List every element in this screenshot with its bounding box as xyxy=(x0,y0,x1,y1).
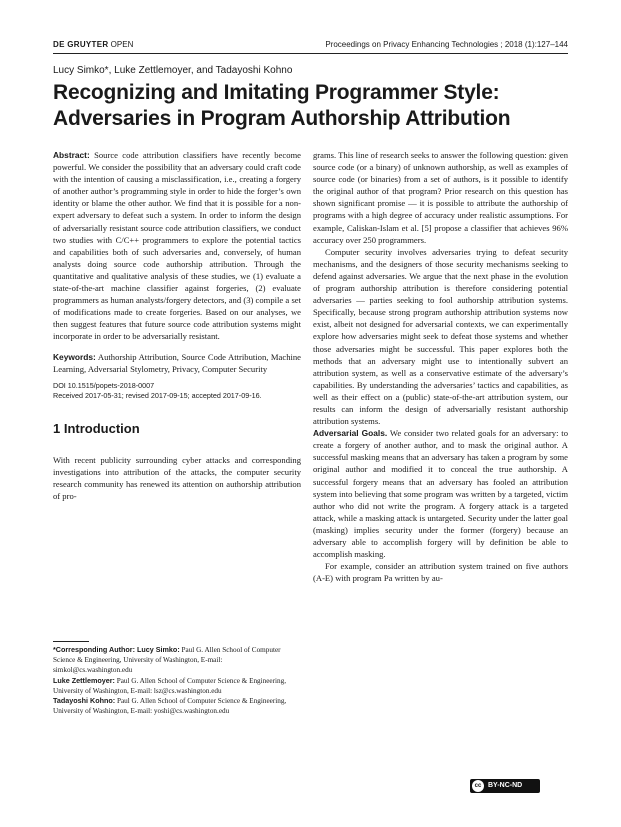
cc-license-badge[interactable] xyxy=(470,779,540,793)
footnote-author-2: Luke Zettlemoyer: Paul G. Allen School of Computer Science & Engineering, University of Washington, E-mail: lsz@cs.washington.edu xyxy=(53,675,286,695)
right-paragraph-4: For example, consider an attribution system trained on five authors (A-E) with program Pa written by au- xyxy=(313,561,568,584)
section-heading-introduction: 1 Introduction xyxy=(53,420,140,436)
creative-commons-icon: cc xyxy=(472,780,484,792)
abstract-label: Abstract: xyxy=(53,150,90,160)
footnote-corresponding-author: *Corresponding Author: Lucy Simko: Paul G. Allen School of Computer Science & Engineering, University of Washington, E-mail: simkol@cs.washington.edu xyxy=(53,645,281,675)
keywords-text: Authorship Attribution, Source Code Attribution, Machine Learning, Adversarial Stylometry, Privacy, Computer Security xyxy=(53,351,301,374)
adversarial-goals-label: Adversarial Goals. xyxy=(313,428,388,439)
license-label: BY-NC-ND xyxy=(488,782,523,789)
publisher-name: DE GRUYTER OPEN xyxy=(53,40,134,49)
footnote-rule xyxy=(53,641,89,642)
paper-title xyxy=(53,80,568,132)
author-list: Lucy Simko*, Luke Zettlemoyer, and Tadayoshi Kohno xyxy=(53,65,293,76)
right-paragraph-1: grams. This line of research seeks to answer the following question: given source code (or a binary) of unknown authorship, as well as examples of source code (or binaries) from a set of authors, is it possible to identify the original author of that program? Prior research on this question has shown significant promise — it is possible to attribute the authorship of programs with a high degree of accuracy under realistic assumptions. For example, Caliskan-Islam et al. [5] propose a classifier that achieves 96% accuracy over 250 programmers. xyxy=(313,150,568,245)
header-rule xyxy=(53,53,568,54)
journal-citation: Proceedings on Privacy Enhancing Technologies ; 2018 (1):127–144 xyxy=(325,40,568,49)
right-column xyxy=(313,149,568,584)
running-header xyxy=(53,38,568,52)
right-paragraph-2: Computer security involves adversaries trying to defeat security mechanisms, and the designers of those security mechanisms seeking to defend against adversaries. We argue that the next phase in the evolution of program authorship attribution is therefore considering potential adversaries — parties seeking to fool authorship attribution systems. Specifically, because strong program authorship attribution systems now exist, albeit not designed for adversarial contexts, we can experimentally explore how adversaries might seek to defeat those systems and whether those adversaries might be successful. This paper explores both the methods that an adversary might use to intentionally subvert an attribution system, as well as a conservative estimate of the adversary’s capabilities. By understanding the adversaries’ tactics and capabilities, as well as their effect on a (public) state-of-the-art attribution system, our results can inform the design of adversarially resistant authorship attribution systems. xyxy=(313,246,568,427)
doi-text[interactable]: DOI 10.1515/popets-2018-0007 xyxy=(53,380,155,390)
adversarial-goals-paragraph: Adversarial Goals. We consider two related goals for an adversary: to create a forgery of another author, and to mask the original author. A successful masking means that an adversary has taken a program by some original author and modified it to conceal the true authorship. A successful forgery means that an adversary has fooled an attribution system into believing that some program was written by a targeted, victim author who did not write the program. A forgery attack is a targeted attack, while a masking attack is untargeted. Security under the latter goal (masking) implies security under the former (forgery) because an adversary able to accomplish forgery will by definition be able to accomplish masking. xyxy=(313,428,568,560)
abstract-text: Source code attribution classifiers have recently become powerful. We consider the possibility that an adversary could craft code with the intention of causing a misclassification, i.e., creating a forgery of another author’s programming style in order to hide the forger’s own identity or blame the other author. We find that it is possible for a non-expert adversary to defeat such a system. In order to inform the design of adversarially resistant source code attribution classifiers, we conduct two studies with C/C++ programmers to explore the potential tactics and capabilities both of such adversaries and, conversely, of human analysts doing source code authorship attribution. Through the quantitative and qualitative analysis of these studies, we (1) evaluate a state-of-the-art machine classifier against forgeries, (2) evaluate programmers as human analysts/forgery detectors, and (3) compile a set of modifications made to create forgeries. Based on our analyses, we then suggest features that future source code attribution systems might incorporate in order to be adversarially resistant. xyxy=(53,150,301,342)
footnotes xyxy=(53,645,301,716)
keywords-label: Keywords: xyxy=(53,351,96,362)
footnote-author-3: Tadayoshi Kohno: Paul G. Allen School of Computer Science & Engineering, University of Washington, E-mail: yoshi@cs.washington.edu xyxy=(53,696,287,716)
title-line-2: Adversaries in Program Authorship Attribution xyxy=(53,107,511,130)
title-line-1: Recognizing and Imitating Programmer Style: xyxy=(53,81,500,104)
left-column xyxy=(53,149,301,502)
abstract xyxy=(53,149,301,343)
keywords xyxy=(53,351,301,375)
intro-paragraph: With recent publicity surrounding cyber attacks and corresponding investigations into attribution of the attacks, the computer security research community has renewed its attention on authorship attribution of pro- xyxy=(53,454,301,501)
received-dates: Received 2017-05-31; revised 2017-09-15; accepted 2017-09-16. xyxy=(53,391,262,401)
